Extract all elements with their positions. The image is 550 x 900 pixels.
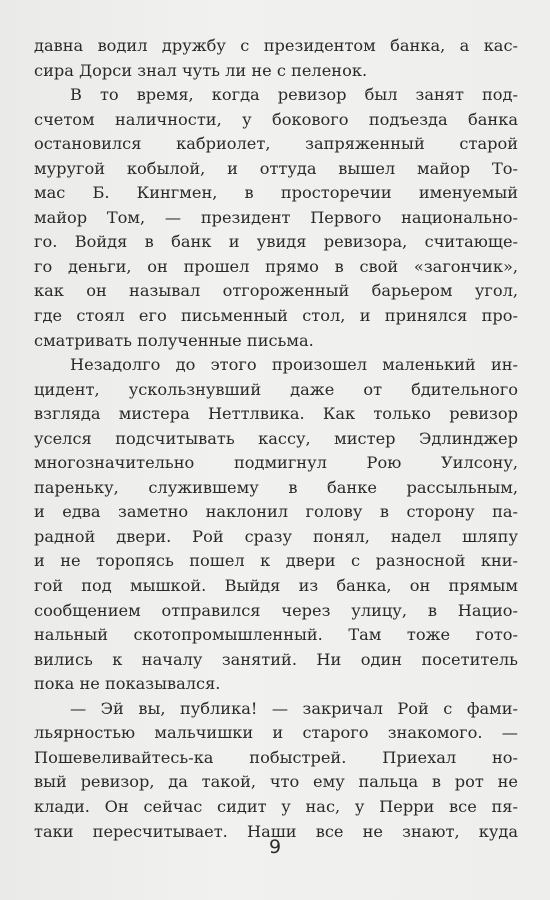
text-line: уселся подсчитывать кассу, мистер Эдлинджер	[34, 428, 518, 448]
text-line: сматривать полученные письма.	[34, 330, 314, 350]
text-line: сира Дорси знал чуть ли не с пеленок.	[34, 60, 368, 80]
text-line: льярностью мальчишки и старого знакомого. —	[34, 723, 518, 743]
text-line: вый ревизор, да такой, что ему пальца в рот не	[34, 772, 518, 792]
text-line: счетом наличности, у бокового подъезда банка	[34, 109, 518, 129]
text-line: пока не показывался.	[34, 674, 221, 694]
text-line: го деньги, он прошел прямо в свой «загончик»,	[34, 256, 518, 276]
text-line: где стоял его письменный стол, и принялся про-	[34, 306, 518, 326]
text-line: сообщением отправился через улицу, в Нацио-	[34, 600, 518, 620]
body-text	[34, 34, 518, 844]
text-line: В то время, когда ревизор был занят под-	[70, 85, 518, 105]
text-line: Незадолго до этого произошел маленький ин-	[70, 355, 518, 375]
text-line: нальный скотопромышленный. Там тоже гото-	[34, 625, 518, 645]
text-line: мас Б. Кингмен, в просторечии именуемый	[34, 183, 518, 203]
text-line: и едва заметно наклонил голову в сторону па-	[34, 502, 518, 522]
text-line: гой под мышкой. Выйдя из банка, он прямым	[34, 576, 518, 596]
text-line: го. Войдя в банк и увидя ревизора, считающе-	[34, 232, 518, 252]
text-line: многозначительно подмигнул Рою Уилсону,	[34, 453, 518, 473]
text-line: майор Том, — президент Первого национально-	[34, 207, 518, 227]
text-line: Пошевеливайтесь-ка побыстрей. Приехал но-	[34, 747, 518, 767]
page-number: 9	[268, 836, 282, 858]
text-line: радной двери. Рой сразу понял, надел шляпу	[34, 526, 518, 546]
text-line: взгляда мистера Неттлвика. Как только ревизор	[34, 404, 518, 424]
text-line: как он называл отгороженный барьером угол,	[34, 281, 518, 301]
text-line: и не торопясь пошел к двери с разносной кни-	[34, 551, 518, 571]
text-line: клади. Он сейчас сидит у нас, у Перри все пя-	[34, 796, 518, 816]
text-line: давна водил дружбу с президентом банка, а кас-	[34, 36, 518, 55]
text-line: муругой кобылой, и оттуда вышел майор То-	[34, 158, 518, 178]
text-line: таки пересчитывает. Наши все не знают, куда	[34, 821, 518, 841]
text-line: — Эй вы, публика! — закричал Рой с фами-	[70, 698, 518, 718]
text-line: вились к началу занятий. Ни один посетитель	[34, 649, 518, 669]
text-line: цидент, ускользнувший даже от бдительного	[34, 379, 518, 399]
text-line: остановился кабриолет, запряженный старой	[34, 134, 518, 154]
text-line: пареньку, служившему в банке рассыльным,	[34, 477, 518, 497]
